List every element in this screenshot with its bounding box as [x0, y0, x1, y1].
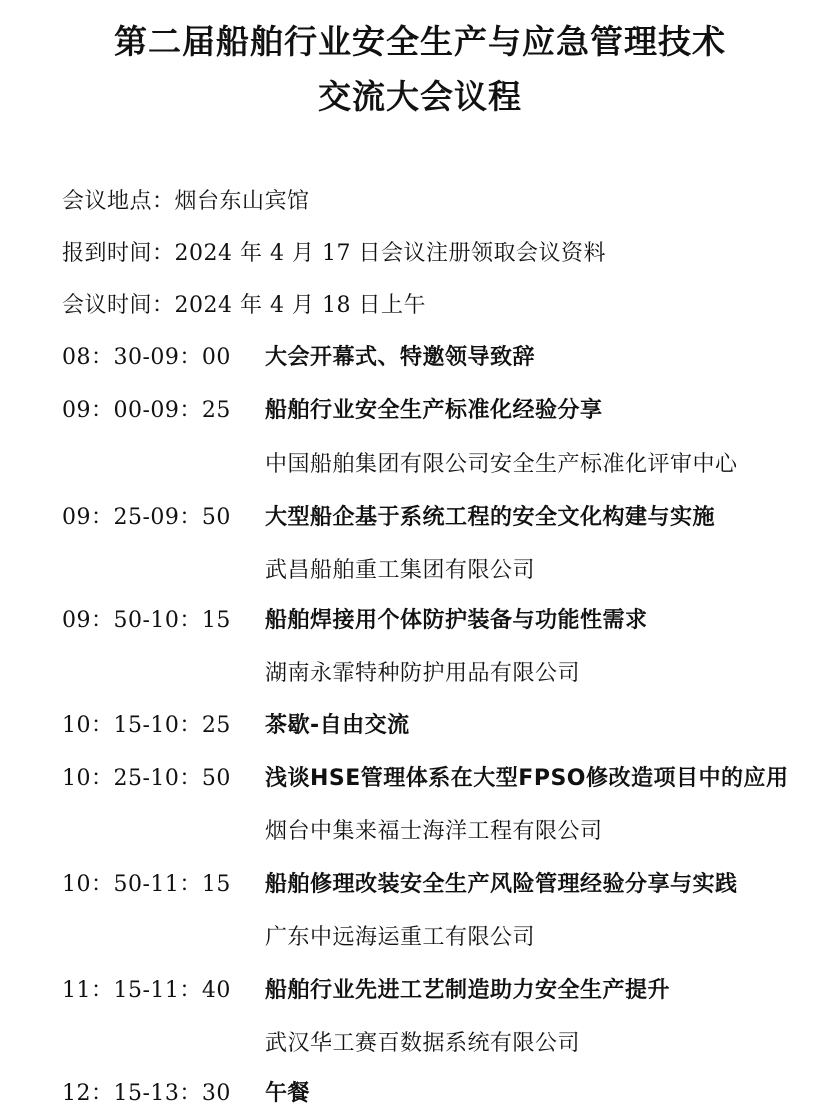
meeting-time: 会议时间：2024 年 4 月 18 日上午: [62, 293, 426, 318]
schedule-time: 09：00-09：25: [62, 398, 231, 423]
schedule-topic: 大型船企基于系统工程的安全文化构建与实施: [265, 505, 716, 530]
document-title-line-1: 第二届船舶行业安全生产与应急管理技术: [114, 22, 726, 61]
schedule-item: [0, 1079, 840, 1109]
schedule-organization: 湖南永霏特种防护用品有限公司: [265, 661, 581, 686]
schedule-topic: 大会开幕式、特邀领导致辞: [265, 345, 536, 370]
schedule-organization: 中国船舶集团有限公司安全生产标准化评审中心: [265, 452, 738, 477]
schedule-time: 12：15-13：30: [62, 1081, 231, 1106]
schedule-time: 10：25-10：50: [62, 766, 231, 791]
document-title-line-2: 交流大会议程: [318, 77, 522, 116]
schedule-time: 08：30-09：00: [62, 345, 231, 370]
schedule-topic: 午餐: [265, 1081, 311, 1106]
schedule-time: 11：15-11：40: [62, 978, 231, 1003]
schedule-topic: 茶歇-自由交流: [265, 713, 410, 738]
schedule-topic: 船舶行业安全生产标准化经验分享: [265, 398, 603, 423]
schedule-item: [0, 764, 840, 794]
schedule-time: 09：50-10：15: [62, 608, 231, 633]
schedule-organization: 烟台中集来福士海洋工程有限公司: [265, 819, 603, 844]
registration-time: 报到时间：2024 年 4 月 17 日会议注册领取会议资料: [62, 241, 606, 266]
schedule-topic: 船舶行业先进工艺制造助力安全生产提升: [265, 978, 671, 1003]
meeting-venue: 会议地点：烟台东山宾馆: [62, 189, 310, 214]
schedule-item: [0, 343, 840, 373]
schedule-item: [0, 503, 840, 533]
schedule-time: 10：15-10：25: [62, 713, 231, 738]
schedule-organization: 广东中远海运重工有限公司: [265, 925, 536, 950]
schedule-time: 09：25-09：50: [62, 505, 231, 530]
schedule-organization: 武汉华工赛百数据系统有限公司: [265, 1031, 581, 1056]
schedule-topic: 浅谈HSE管理体系在大型FPSO修改造项目中的应用: [265, 766, 789, 791]
schedule-topic: 船舶修理改装安全生产风险管理经验分享与实践: [265, 872, 738, 897]
schedule-item: [0, 870, 840, 900]
schedule-item: [0, 606, 840, 636]
schedule-topic: 船舶焊接用个体防护装备与功能性需求: [265, 608, 648, 633]
schedule-item: [0, 396, 840, 426]
schedule-time: 10：50-11：15: [62, 872, 231, 897]
schedule-organization: 武昌船舶重工集团有限公司: [265, 558, 536, 583]
schedule-item: [0, 976, 840, 1006]
schedule-item: [0, 711, 840, 741]
